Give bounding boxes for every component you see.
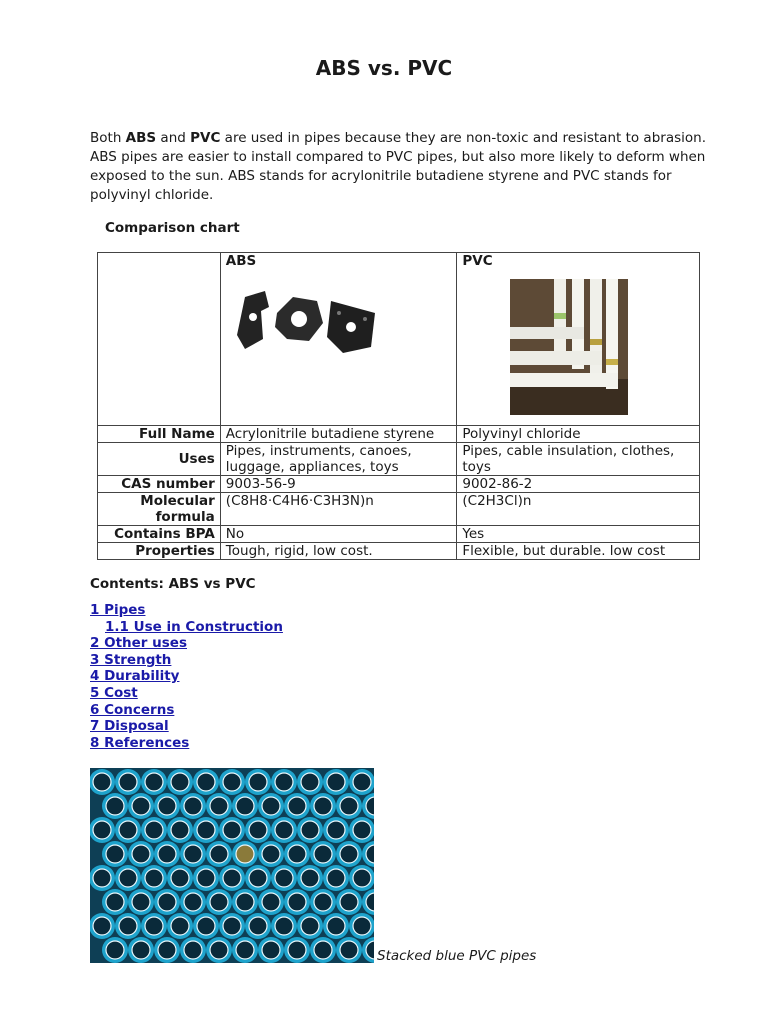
row-label: CAS number bbox=[98, 476, 221, 493]
toc-item bbox=[90, 735, 283, 752]
toc-link-other-uses[interactable]: 2 Other uses bbox=[90, 635, 187, 652]
toc-item bbox=[90, 602, 283, 619]
toc-item bbox=[90, 635, 283, 652]
row-label: Contains BPA bbox=[98, 526, 221, 543]
pvc-value: 9002-86-2 bbox=[457, 476, 700, 493]
table-header-row bbox=[98, 253, 700, 426]
row-label: Uses bbox=[98, 443, 221, 476]
abs-parts-image bbox=[231, 287, 381, 357]
abs-column-title: ABS bbox=[225, 253, 257, 269]
row-label: Full Name bbox=[98, 426, 221, 443]
comparison-table bbox=[97, 252, 700, 560]
pvc-column-title: PVC bbox=[462, 253, 493, 269]
abs-value: Tough, rigid, low cost. bbox=[220, 543, 457, 560]
row-label: Properties bbox=[98, 543, 221, 560]
abs-value: Pipes, instruments, canoes, luggage, appliances, toys bbox=[220, 443, 457, 476]
table-row bbox=[98, 476, 700, 493]
table-row bbox=[98, 443, 700, 476]
row-label: Molecular formula bbox=[98, 493, 221, 526]
toc-link-references[interactable]: 8 References bbox=[90, 734, 190, 751]
table-row bbox=[98, 493, 700, 526]
abs-value: No bbox=[220, 526, 457, 543]
pvc-value: Pipes, cable insulation, clothes, toys bbox=[457, 443, 700, 476]
table-row bbox=[98, 526, 700, 543]
stacked-pvc-pipes-photo bbox=[90, 768, 374, 963]
contents-heading: Contents: ABS vs PVC bbox=[90, 576, 256, 592]
toc-item bbox=[90, 668, 283, 685]
page-title: ABS vs. PVC bbox=[315, 56, 453, 80]
toc-link-durability[interactable]: 4 Durability bbox=[90, 668, 180, 685]
abs-value: 9003-56-9 bbox=[220, 476, 457, 493]
abs-value: (C8H8·C4H6·C3H3N)n bbox=[220, 493, 457, 526]
toc-item bbox=[90, 702, 283, 719]
pvc-pipes-image bbox=[510, 279, 628, 415]
toc-link-concerns[interactable]: 6 Concerns bbox=[90, 701, 175, 718]
toc-link-use-in-construction[interactable]: 1.1 Use in Construction bbox=[105, 618, 283, 635]
empty-header-cell bbox=[98, 253, 221, 426]
table-row bbox=[98, 543, 700, 560]
toc-item bbox=[90, 718, 283, 735]
toc-link-strength[interactable]: 3 Strength bbox=[90, 651, 172, 668]
pvc-value: Yes bbox=[457, 526, 700, 543]
toc-item bbox=[90, 685, 283, 702]
intro-paragraph: Both ABS and PVC are used in pipes because they are non-toxic and resistant to abrasion. ABS pipes are easier to install compared to PVC pipes, but also more likely to deform when exposed to the sun. ABS stands for acrylonitrile butadiene styrene and PVC stands for polyvinyl chloride. bbox=[90, 130, 706, 203]
table-row bbox=[98, 426, 700, 443]
photo-caption: Stacked blue PVC pipes bbox=[377, 948, 537, 964]
table-of-contents bbox=[90, 602, 283, 751]
abs-header-cell bbox=[220, 253, 457, 426]
pvc-bold: PVC bbox=[190, 130, 221, 146]
abs-bold: ABS bbox=[125, 130, 157, 146]
pvc-header-cell bbox=[457, 253, 700, 426]
toc-item bbox=[90, 652, 283, 669]
pvc-value: Polyvinyl chloride bbox=[457, 426, 700, 443]
toc-link-pipes[interactable]: 1 Pipes bbox=[90, 602, 146, 618]
toc-link-disposal[interactable]: 7 Disposal bbox=[90, 718, 169, 735]
pvc-value: (C2H3Cl)n bbox=[457, 493, 700, 526]
comparison-chart-heading: Comparison chart bbox=[105, 220, 240, 236]
abs-value: Acrylonitrile butadiene styrene bbox=[220, 426, 457, 443]
pvc-value: Flexible, but durable. low cost bbox=[457, 543, 700, 560]
toc-link-cost[interactable]: 5 Cost bbox=[90, 684, 138, 701]
toc-item bbox=[90, 619, 283, 636]
